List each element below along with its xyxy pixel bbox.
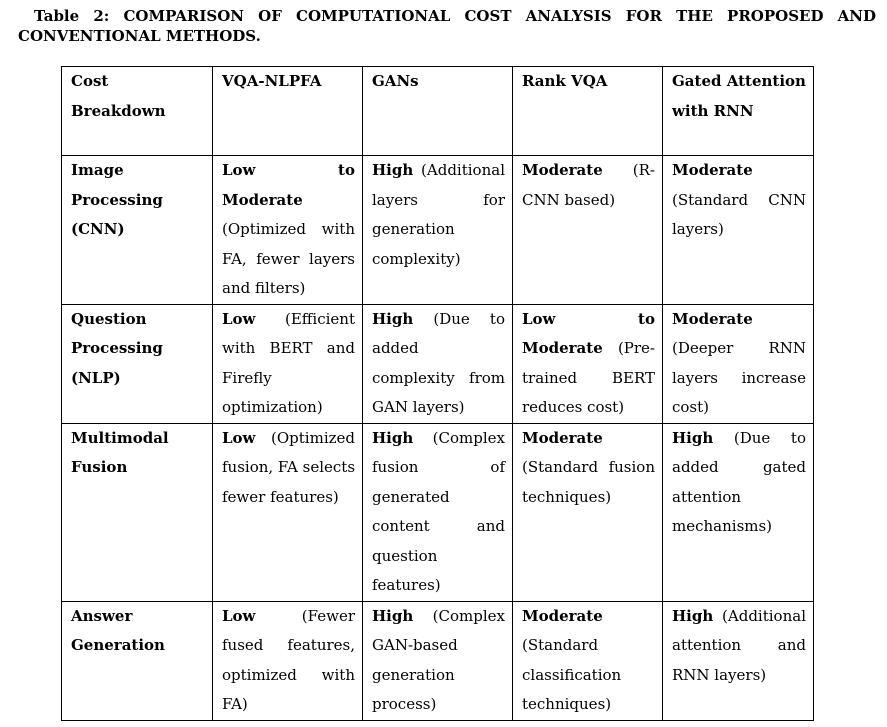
header-vqa-nlpfa: VQA-NLPFA [213,67,363,156]
table-cell [213,304,363,423]
table-cell [513,423,663,601]
cost-detail: (Standard classification techniques) [522,636,622,713]
cost-detail: (Standard fusion techniques) [522,458,655,506]
cost-level: High [372,606,414,625]
table-row [62,601,814,720]
table-cell [213,601,363,720]
cost-level: High [372,428,414,447]
cost-detail: (Complex GAN-based generation process) [372,606,505,713]
cost-detail: (Pre-trained BERT reduces cost) [522,339,655,416]
table-cell [513,601,663,720]
cost-detail: (Additional attention and RNN layers) [672,606,806,684]
table-cell [363,304,513,423]
cost-level: High [372,161,414,179]
cost-detail: (Additional layers for generation complexity) [372,161,505,268]
table-cell [363,601,513,720]
row-label: Answer Generation [62,601,213,720]
cost-level: High [672,428,714,447]
cost-detail: (Due to added gated attention mechanisms) [672,428,806,535]
cost-level: Moderate [672,161,753,179]
cost-level: Moderate [522,606,603,625]
cost-level: High [672,606,714,625]
table-caption: Table 2: COMPARISON OF COMPUTATIONAL COST ANALYSIS FOR THE PROPOSED AND CONVENTIONAL METHODS. [18,7,876,45]
table-cell [663,304,814,423]
cost-level: Low to Moderate [522,309,655,357]
cost-level: Moderate [522,161,603,179]
cost-detail: (Optimized fusion, FA selects fewer features) [222,428,356,506]
row-label: Question Processing (NLP) [62,304,213,423]
header-row [62,67,814,156]
table-cell [663,601,814,720]
header-cost-breakdown: Cost Breakdown [62,67,213,156]
header-gated-attention-rnn: Gated Attention with RNN [663,67,814,156]
cost-detail: (Due to added complexity from GAN layers) [372,309,505,416]
table-cell [513,156,663,305]
table-row [62,156,814,305]
cost-detail: (Optimized with FA, fewer layers and filters) [222,220,355,297]
header-rank-vqa: Rank VQA [513,67,663,156]
cost-detail: (R-CNN based) [522,161,655,209]
table-cell [363,156,513,305]
header-gans: GANs [363,67,513,156]
table-row [62,423,814,601]
cost-detail: (Efficient with BERT and Firefly optimization) [222,309,355,416]
table-cell [513,304,663,423]
table-cell [213,156,363,305]
cost-level: Low to Moderate [222,161,355,209]
table-cell [663,156,814,305]
row-label: Image Processing (CNN) [62,156,213,305]
cost-detail: (Deeper RNN layers increase cost) [672,339,806,416]
table-cell [213,423,363,601]
cost-detail: (Standard CNN layers) [672,190,806,238]
cost-comparison-table [61,66,814,721]
cost-detail: (Complex fusion of generated content and question features) [372,428,505,594]
table-cell [363,423,513,601]
cost-level: Moderate [672,309,753,328]
table-cell [663,423,814,601]
cost-detail: (Fewer fused features, optimized with FA) [222,606,355,713]
cost-level: Moderate [522,428,603,447]
cost-level: Low [222,309,256,328]
cost-level: Low [222,428,256,447]
table-row [62,304,814,423]
cost-level: Low [222,606,256,625]
cost-level: High [372,309,414,328]
row-label: Multimodal Fusion [62,423,213,601]
